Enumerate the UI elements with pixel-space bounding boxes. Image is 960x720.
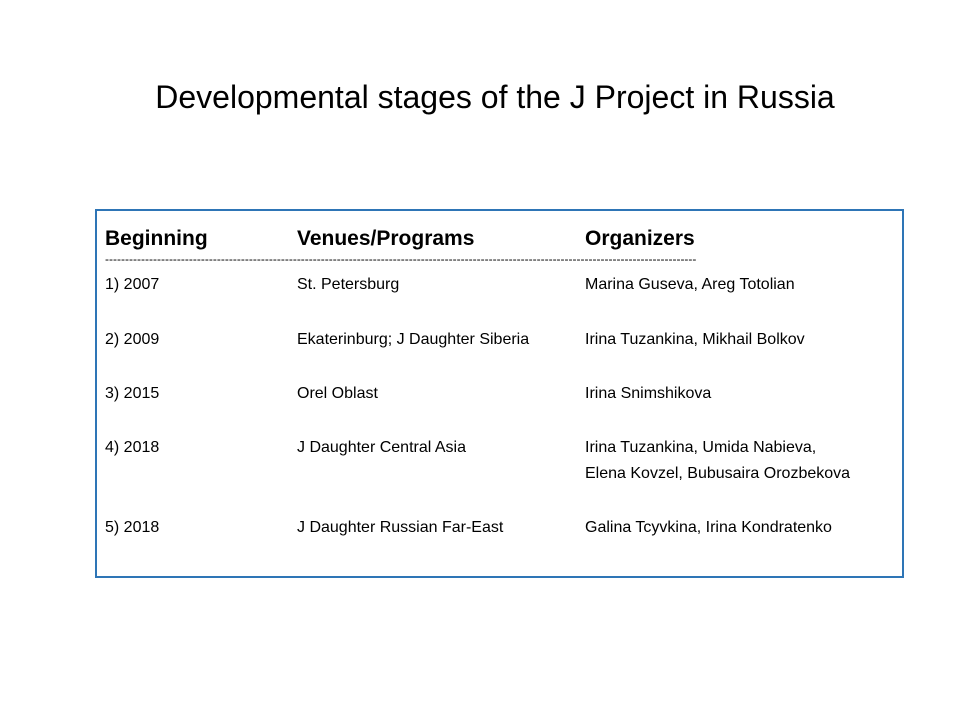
row-4-beginning: 4) 2018 bbox=[105, 439, 160, 456]
header-venues: Venues/Programs bbox=[297, 227, 475, 250]
stages-table bbox=[95, 209, 904, 578]
row-3-organizers: Irina Snimshikova bbox=[585, 385, 712, 402]
row-1-organizers: Marina Guseva, Areg Totolian bbox=[585, 276, 795, 293]
header-separator: ---------------------------------------------------------------------------------------------------------------------------------------------------- bbox=[105, 253, 697, 266]
row-5-venue: J Daughter Russian Far-East bbox=[297, 519, 504, 536]
slide-title: Developmental stages of the J Project in Russia bbox=[155, 79, 835, 115]
row-4-organizers-line-2: Elena Kovzel, Bubusaira Orozbekova bbox=[585, 465, 851, 482]
row-4-venue: J Daughter Central Asia bbox=[297, 439, 466, 456]
row-2-venue: Ekaterinburg; J Daughter Siberia bbox=[297, 331, 530, 348]
row-5-beginning: 5) 2018 bbox=[105, 519, 160, 536]
row-3-beginning: 3) 2015 bbox=[105, 385, 160, 402]
row-1-beginning: 1) 2007 bbox=[105, 276, 160, 293]
row-1-venue: St. Petersburg bbox=[297, 276, 400, 293]
row-2-organizers: Irina Tuzankina, Mikhail Bolkov bbox=[585, 331, 805, 348]
row-5-organizers: Galina Tcyvkina, Irina Kondratenko bbox=[585, 519, 832, 536]
header-beginning: Beginning bbox=[105, 227, 208, 250]
row-3-venue: Orel Oblast bbox=[297, 385, 378, 402]
row-4-organizers-line-1: Irina Tuzankina, Umida Nabieva, bbox=[585, 439, 817, 456]
header-organizers: Organizers bbox=[585, 227, 695, 250]
row-2-beginning: 2) 2009 bbox=[105, 331, 160, 348]
